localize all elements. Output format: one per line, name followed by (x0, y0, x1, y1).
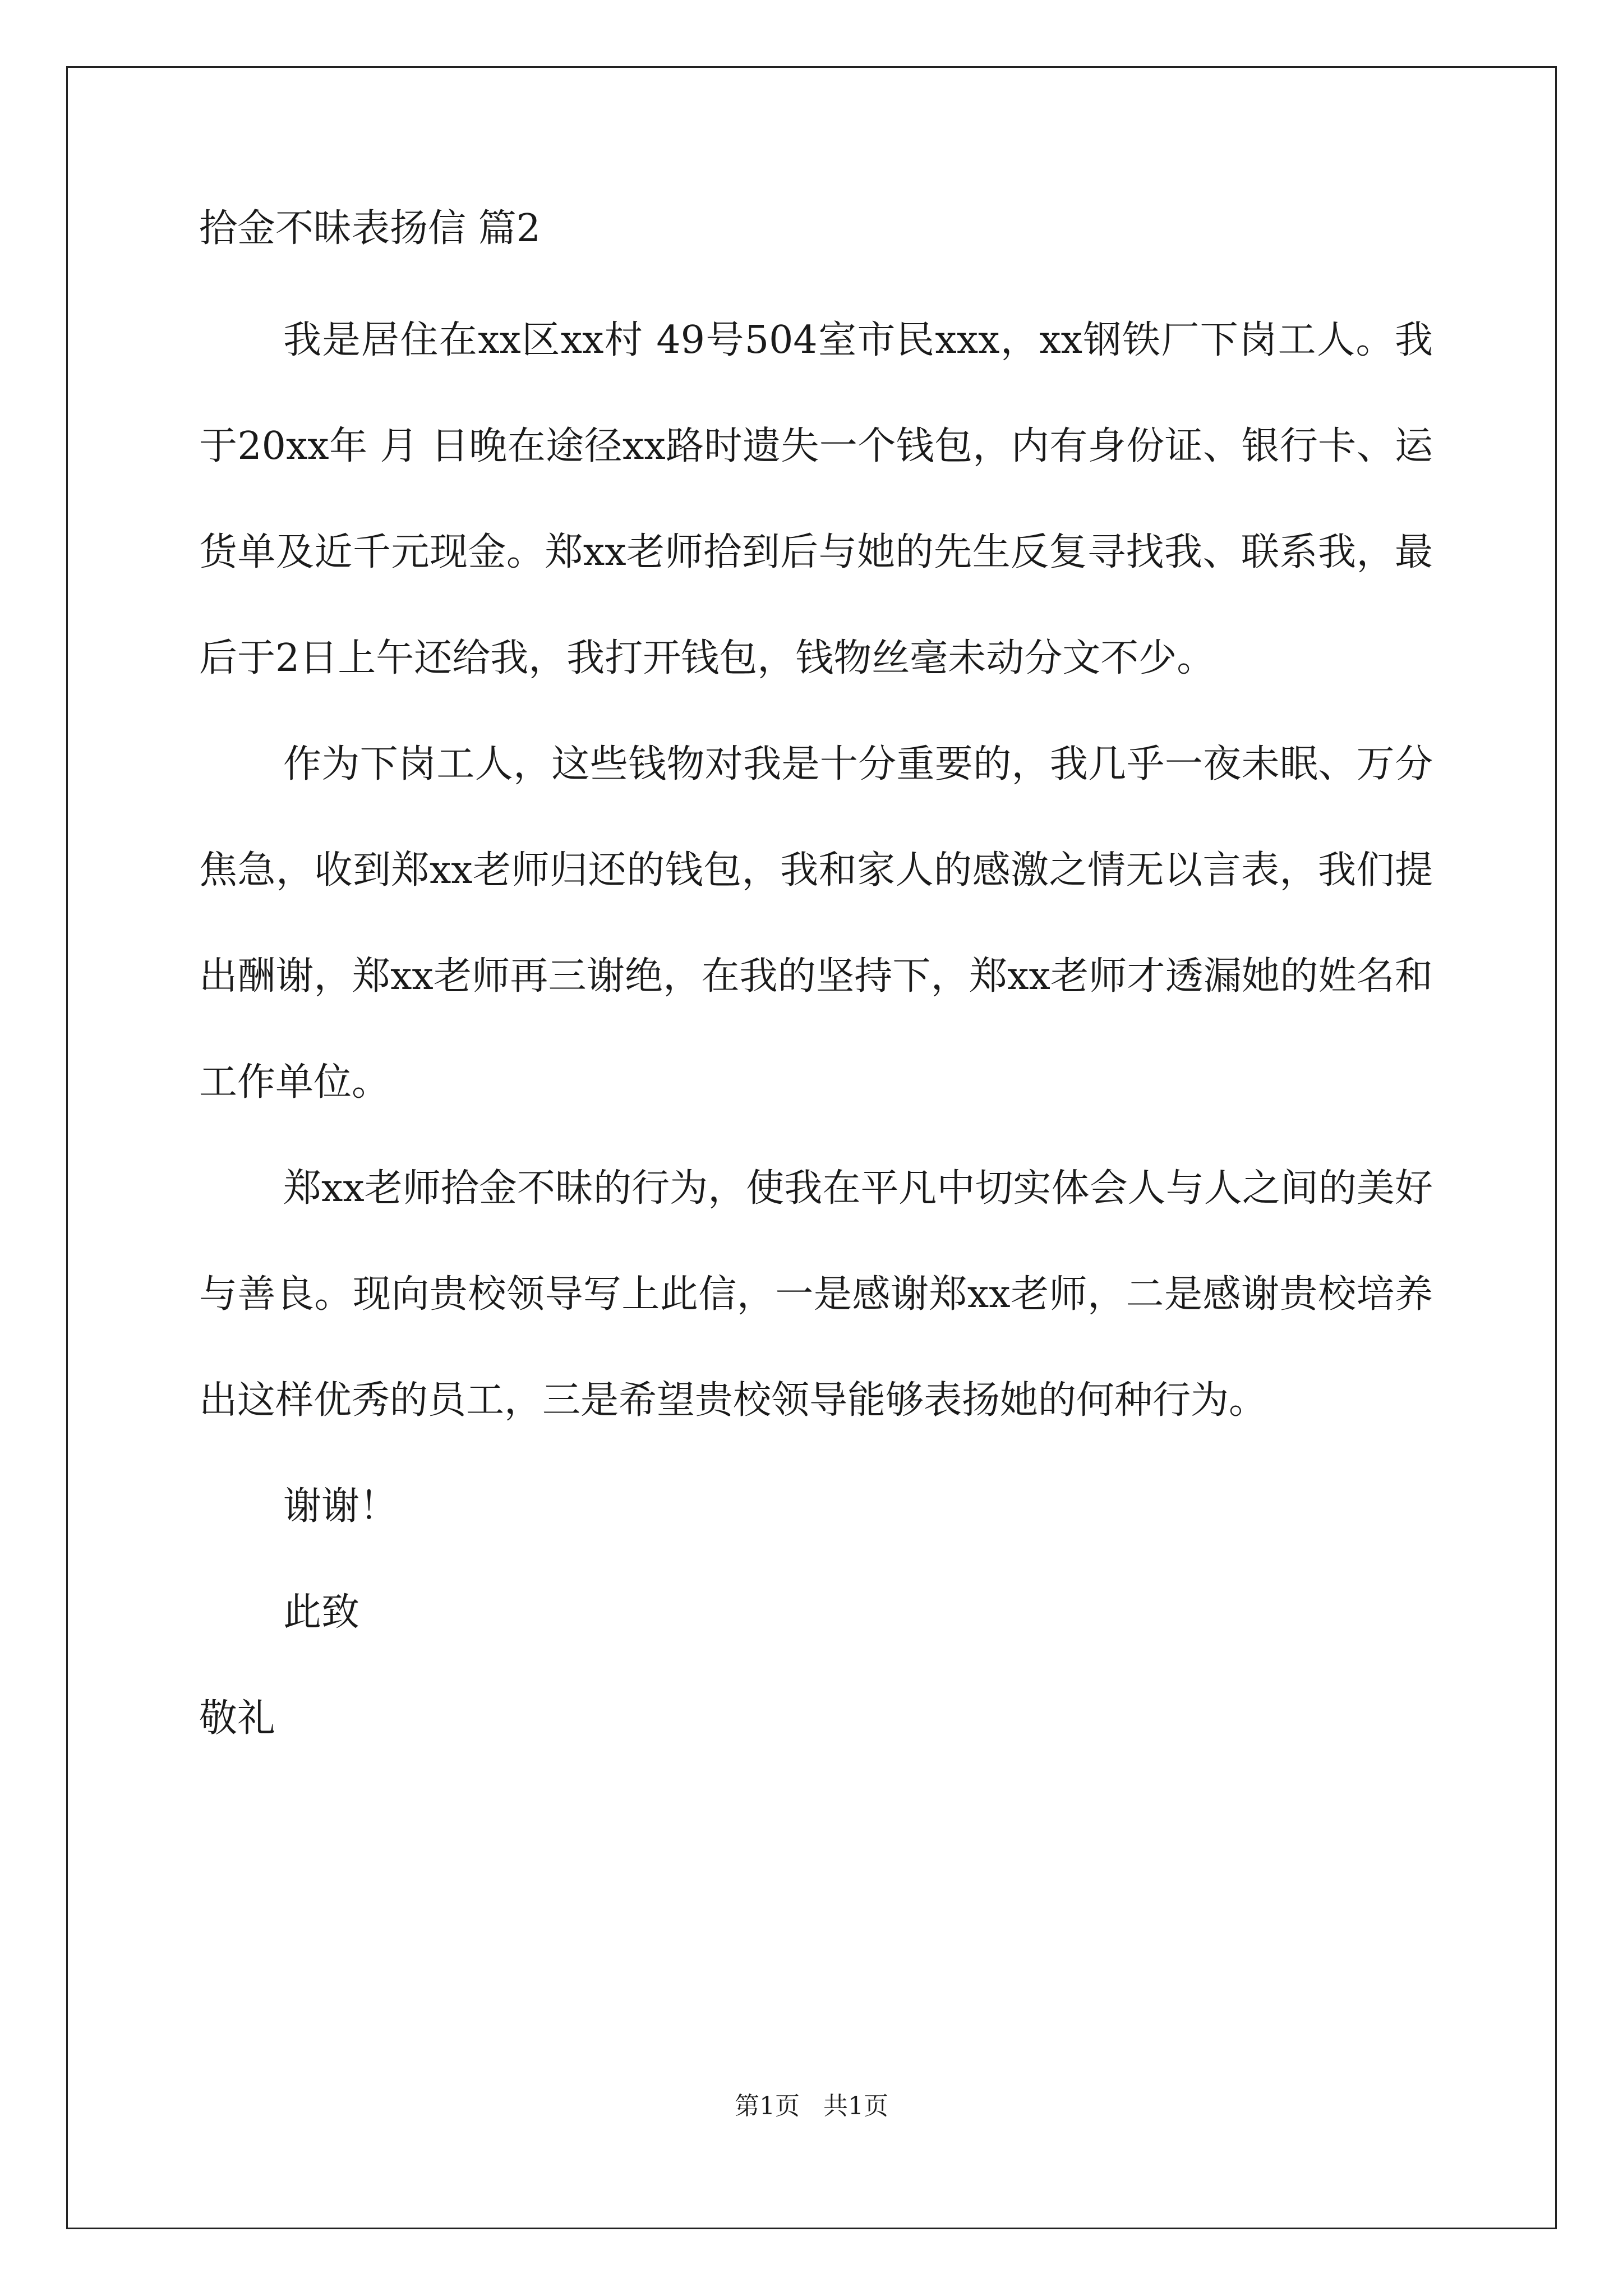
salute-line: 敬礼 (199, 1696, 276, 1741)
page-footer: 第1页 共1页 (735, 2092, 888, 2120)
paragraph-1: 我是居住在xx区xx村 49号504室市民xxx，xx钢铁厂下岗工人。我于20xx年 月 日晚在途径xx路时遗失一个钱包，内有身份证、银行卡、运货单及近千元现金。郑xx老师拾到后与她的先生反复寻找我、联系我，最后于2日上午还给我，我打开钱包，钱物丝毫未动分文不少。 (199, 318, 1433, 680)
closing-line: 此致 (283, 1590, 360, 1635)
thanks-line: 谢谢！ (283, 1484, 398, 1529)
paragraph-3: 郑xx老师拾金不昧的行为，使我在平凡中切实体会人与人之间的美好与善良。现向贵校领导写上此信，一是感谢郑xx老师，二是感谢贵校培养出这样优秀的员工，三是希望贵校领导能够表扬她的何种行为。 (199, 1166, 1433, 1423)
letter-body (199, 202, 1433, 1772)
paragraph-2: 作为下岗工人，这些钱物对我是十分重要的，我几乎一夜未眠、万分焦急，收到郑xx老师归还的钱包，我和家人的感激之情无以言表，我们提出酬谢，郑xx老师再三谢绝，在我的坚持下，郑xx老师才透漏她的姓名和工作单位。 (199, 742, 1433, 1105)
document-title: 拾金不昧表扬信 篇2 (199, 206, 541, 251)
